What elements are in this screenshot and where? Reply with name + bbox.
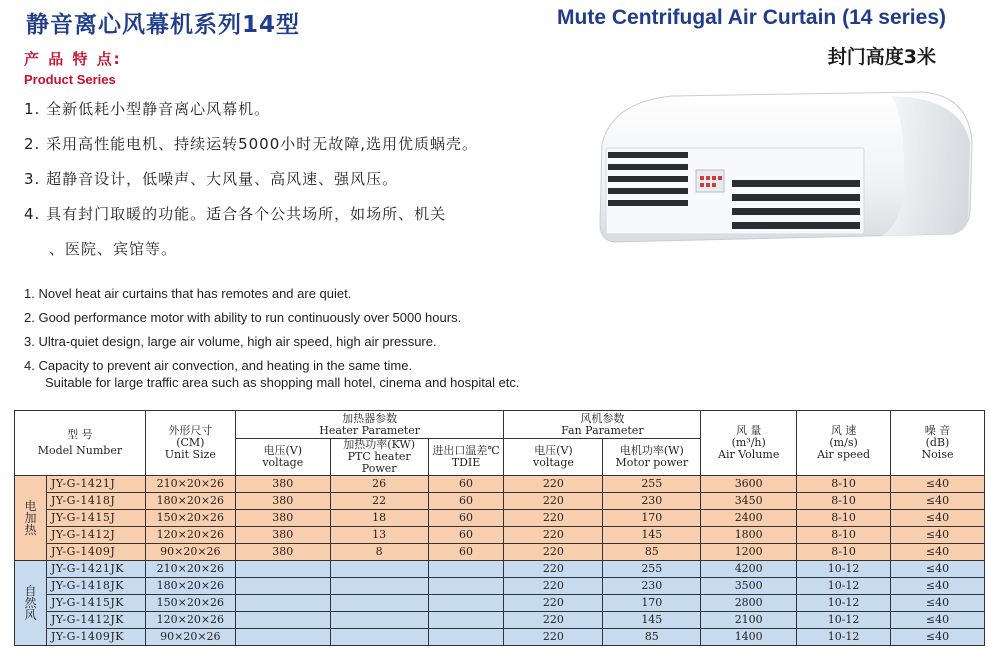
cell-fan-voltage: 220 xyxy=(504,561,603,578)
cell-fan-voltage: 220 xyxy=(504,629,603,646)
cell-model: JY-G-1421JK xyxy=(46,561,145,578)
header-motor-power-en: Motor power xyxy=(615,456,689,469)
cell-motor-power: 255 xyxy=(603,561,701,578)
header-air-volume-unit: (m³/h) xyxy=(731,436,766,449)
cell-size: 180×20×26 xyxy=(145,493,235,510)
cell-tdie: 60 xyxy=(428,527,504,544)
cell-air-volume: 2400 xyxy=(701,510,797,527)
cell-air-volume: 1200 xyxy=(701,544,797,561)
cell-tdie xyxy=(428,595,504,612)
spec-table xyxy=(14,410,985,646)
natural-rows xyxy=(15,561,985,646)
header-noise xyxy=(891,411,985,476)
header-air-speed-en: Air speed xyxy=(817,448,871,461)
cell-heater-power: 18 xyxy=(330,510,428,527)
cell-noise: ≤40 xyxy=(891,595,985,612)
cell-tdie xyxy=(428,578,504,595)
cell-air-volume: 3600 xyxy=(701,476,797,493)
group-label-char: 热 xyxy=(24,523,37,537)
header-size xyxy=(145,411,235,476)
heat-rows xyxy=(15,476,985,561)
cell-heater-power: 26 xyxy=(330,476,428,493)
header-heater-power-cn: 加热功率(KW) xyxy=(343,438,415,451)
cell-heater-power xyxy=(330,629,428,646)
cell-heater-power xyxy=(330,612,428,629)
header-model-cn: 型 号 xyxy=(67,428,93,441)
cell-size: 120×20×26 xyxy=(145,527,235,544)
header-heater-en: Heater Parameter xyxy=(319,423,421,437)
cell-air-speed: 10-12 xyxy=(797,629,891,646)
cell-heater-voltage: 380 xyxy=(235,493,330,510)
header-fan-en: Fan Parameter xyxy=(561,423,644,437)
cell-heater-voltage xyxy=(235,561,330,578)
cell-air-speed: 8-10 xyxy=(797,493,891,510)
cell-tdie xyxy=(428,561,504,578)
cell-heater-power xyxy=(330,595,428,612)
header-model-en: Model Number xyxy=(37,444,123,457)
header-noise-unit: (dB) xyxy=(925,436,950,449)
cell-fan-voltage: 220 xyxy=(504,578,603,595)
header-fan xyxy=(504,411,701,439)
cell-model: JY-G-1412JK xyxy=(46,612,145,629)
group-label-char: 电 xyxy=(24,499,37,513)
group-label-char: 自 xyxy=(24,584,37,598)
cell-heater-power xyxy=(330,578,428,595)
cell-air-speed: 10-12 xyxy=(797,561,891,578)
title-cn: 静音离心风幕机系列14型 xyxy=(26,12,301,38)
cell-model: JY-G-1412J xyxy=(46,527,145,544)
cell-size: 180×20×26 xyxy=(145,578,235,595)
table-row xyxy=(15,510,985,527)
header-tdie-cn: 进出口温差℃ xyxy=(432,444,500,457)
header-air-volume-en: Air Volume xyxy=(718,448,780,461)
cell-noise: ≤40 xyxy=(891,561,985,578)
feature-en-1: 1. Novel heat air curtains that has remotes and are quiet. xyxy=(24,286,352,301)
cell-heater-power: 22 xyxy=(330,493,428,510)
cell-model: JY-G-1418J xyxy=(46,493,145,510)
cell-motor-power: 170 xyxy=(603,510,701,527)
header-heater-voltage xyxy=(235,439,330,476)
feature-en-4: 4. Capacity to prevent air convection, and heating in the same time. xyxy=(24,358,413,373)
table-row xyxy=(15,612,985,629)
group-label-heat xyxy=(15,476,47,561)
cell-fan-voltage: 220 xyxy=(504,612,603,629)
cell-motor-power: 85 xyxy=(603,629,701,646)
header-fan-voltage xyxy=(504,439,603,476)
header-motor-power xyxy=(603,439,701,476)
table-row xyxy=(15,493,985,510)
feature-cn-1: 1. 全新低耗小型静音离心风幕机。 xyxy=(24,100,271,118)
cell-motor-power: 145 xyxy=(603,612,701,629)
features-list-cn xyxy=(24,100,478,275)
cell-tdie: 60 xyxy=(428,510,504,527)
cell-air-volume: 3450 xyxy=(701,493,797,510)
cell-fan-voltage: 220 xyxy=(504,595,603,612)
table-row xyxy=(15,578,985,595)
header-heater-voltage-en: voltage xyxy=(262,456,304,469)
cell-noise: ≤40 xyxy=(891,527,985,544)
header-air-volume xyxy=(701,411,797,476)
table-row xyxy=(15,476,985,493)
cell-heater-voltage xyxy=(235,629,330,646)
cell-air-volume: 3500 xyxy=(701,578,797,595)
cell-fan-voltage: 220 xyxy=(504,510,603,527)
cell-noise: ≤40 xyxy=(891,629,985,646)
cell-air-volume: 1400 xyxy=(701,629,797,646)
table-row xyxy=(15,629,985,646)
cell-size: 90×20×26 xyxy=(145,544,235,561)
cell-tdie xyxy=(428,612,504,629)
cell-noise: ≤40 xyxy=(891,510,985,527)
cell-size: 120×20×26 xyxy=(145,612,235,629)
cell-air-volume: 2100 xyxy=(701,612,797,629)
feature-cn-4-cont: 、医院、宾馆等。 xyxy=(49,240,178,258)
cell-heater-power: 8 xyxy=(330,544,428,561)
header-noise-en: Noise xyxy=(921,448,954,461)
feature-cn-4: 4. 具有封门取暖的功能。适合各个公共场所，如场所、机关 xyxy=(24,205,447,223)
cell-size: 150×20×26 xyxy=(145,510,235,527)
group-label-char: 风 xyxy=(24,608,37,622)
cell-air-speed: 8-10 xyxy=(797,544,891,561)
cell-air-volume: 2800 xyxy=(701,595,797,612)
cell-size: 150×20×26 xyxy=(145,595,235,612)
cell-noise: ≤40 xyxy=(891,493,985,510)
header-fan-voltage-en: voltage xyxy=(532,456,574,469)
air-curtain-product-image xyxy=(592,84,977,254)
cell-motor-power: 170 xyxy=(603,595,701,612)
header-size-unit: (CM) xyxy=(176,436,205,449)
cell-air-speed: 8-10 xyxy=(797,510,891,527)
table-row xyxy=(15,527,985,544)
header-heater-power-en: PTC heater Power xyxy=(347,450,411,475)
feature-cn-3: 3. 超静音设计，低噪声、大风量、高风速、强风压。 xyxy=(24,170,399,188)
cell-model: JY-G-1418JK xyxy=(46,578,145,595)
cell-model: JY-G-1409JK xyxy=(46,629,145,646)
cell-heater-voltage xyxy=(235,612,330,629)
header-air-speed xyxy=(797,411,891,476)
feature-en-3: 3. Ultra-quiet design, large air volume, high air speed, high air pressure. xyxy=(24,334,437,349)
cell-tdie: 60 xyxy=(428,544,504,561)
header-tdie-en: TDIE xyxy=(451,456,481,469)
cell-air-speed: 10-12 xyxy=(797,595,891,612)
door-height-subtitle: 封门高度3米 xyxy=(827,46,936,68)
feature-cn-2: 2. 采用高性能电机、持续运转5000小时无故障,选用优质蜗壳。 xyxy=(24,135,479,153)
cell-heater-voltage: 380 xyxy=(235,510,330,527)
cell-heater-power: 13 xyxy=(330,527,428,544)
header-model xyxy=(15,411,146,476)
cell-fan-voltage: 220 xyxy=(504,476,603,493)
cell-heater-voltage xyxy=(235,578,330,595)
feature-en-4-cont: Suitable for large traffic area such as shopping mall hotel, cinema and hospital etc. xyxy=(45,375,520,390)
cell-fan-voltage: 220 xyxy=(504,527,603,544)
table-header-row-1 xyxy=(15,411,985,439)
cell-fan-voltage: 220 xyxy=(504,493,603,510)
header-tdie xyxy=(428,439,504,476)
table-row xyxy=(15,544,985,561)
cell-heater-voltage xyxy=(235,595,330,612)
header-fan-voltage-cn: 电压(V) xyxy=(534,444,573,457)
title-en: Mute Centrifugal Air Curtain (14 series) xyxy=(557,6,946,29)
header-heater-voltage-cn: 电压(V) xyxy=(263,444,303,457)
table-row xyxy=(15,595,985,612)
cell-tdie: 60 xyxy=(428,493,504,510)
cell-motor-power: 230 xyxy=(603,493,701,510)
features-heading-cn: 产 品 特 点: xyxy=(24,50,122,68)
cell-air-speed: 8-10 xyxy=(797,527,891,544)
cell-motor-power: 145 xyxy=(603,527,701,544)
cell-model: JY-G-1415JK xyxy=(46,595,145,612)
cell-size: 90×20×26 xyxy=(145,629,235,646)
cell-noise: ≤40 xyxy=(891,612,985,629)
header-fan-cn: 风机参数 xyxy=(580,411,625,425)
cell-air-volume: 4200 xyxy=(701,561,797,578)
header-noise-cn: 噪 音 xyxy=(924,424,951,437)
cell-motor-power: 85 xyxy=(603,544,701,561)
cell-model: JY-G-1409J xyxy=(46,544,145,561)
cell-model: JY-G-1421J xyxy=(46,476,145,493)
cell-heater-voltage: 380 xyxy=(235,527,330,544)
cell-heater-voltage: 380 xyxy=(235,476,330,493)
group-label-char: 加 xyxy=(24,511,37,525)
group-label-nat xyxy=(15,561,47,646)
cell-air-volume: 1800 xyxy=(701,527,797,544)
header-size-en: Unit Size xyxy=(164,448,216,461)
cell-motor-power: 230 xyxy=(603,578,701,595)
cell-size: 210×20×26 xyxy=(145,561,235,578)
cell-air-speed: 10-12 xyxy=(797,578,891,595)
cell-model: JY-G-1415J xyxy=(46,510,145,527)
cell-air-speed: 8-10 xyxy=(797,476,891,493)
cell-heater-power xyxy=(330,561,428,578)
cell-motor-power: 255 xyxy=(603,476,701,493)
header-size-cn: 外形尺寸 xyxy=(168,424,213,437)
header-heater-cn: 加热器参数 xyxy=(342,411,398,425)
table-row xyxy=(15,561,985,578)
group-label-char: 然 xyxy=(24,596,37,610)
cell-tdie: 60 xyxy=(428,476,504,493)
header-air-speed-cn: 风 速 xyxy=(830,424,857,437)
cell-noise: ≤40 xyxy=(891,476,985,493)
header-heater-power xyxy=(330,439,428,476)
header-heater xyxy=(235,411,504,439)
header-air-volume-cn: 风 量 xyxy=(735,424,762,437)
features-heading-en: Product Series xyxy=(24,72,116,87)
cell-tdie xyxy=(428,629,504,646)
header-motor-power-cn: 电机功率(W) xyxy=(619,444,684,457)
feature-en-2: 2. Good performance motor with ability to run continuously over 5000 hours. xyxy=(24,310,462,325)
features-list-en xyxy=(24,286,520,399)
cell-fan-voltage: 220 xyxy=(504,544,603,561)
header-air-speed-unit: (m/s) xyxy=(829,436,858,449)
cell-air-speed: 10-12 xyxy=(797,612,891,629)
cell-noise: ≤40 xyxy=(891,578,985,595)
cell-size: 210×20×26 xyxy=(145,476,235,493)
cell-heater-voltage: 380 xyxy=(235,544,330,561)
cell-noise: ≤40 xyxy=(891,544,985,561)
